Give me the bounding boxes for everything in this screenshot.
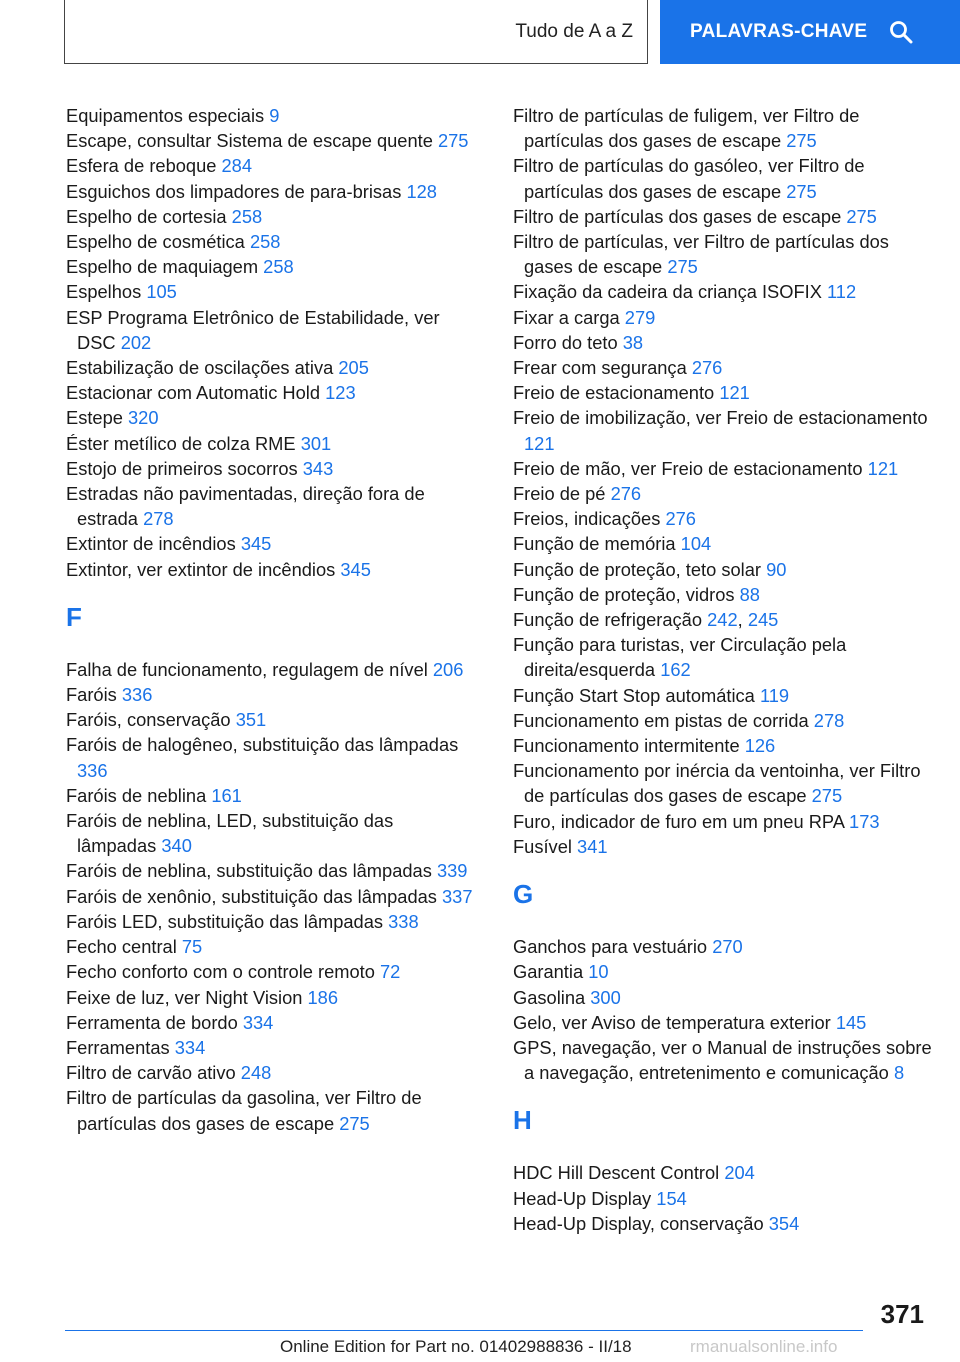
index-entry bbox=[513, 153, 933, 203]
page-link[interactable]: 343 bbox=[302, 457, 334, 479]
page-link[interactable]: 38 bbox=[622, 331, 644, 353]
index-entry bbox=[66, 657, 476, 682]
index-entry bbox=[513, 632, 933, 682]
index-entry bbox=[66, 732, 476, 782]
tab-keywords[interactable] bbox=[660, 0, 960, 64]
index-entry: Função de refrigeração 242, 245 bbox=[513, 609, 779, 631]
index-entry bbox=[513, 229, 933, 279]
section-letter: G bbox=[513, 879, 534, 910]
page-link[interactable]: 284 bbox=[221, 155, 253, 177]
index-entry-text: HDC Hill Descent Control bbox=[513, 1162, 720, 1184]
page-link[interactable]: 105 bbox=[146, 281, 177, 303]
page-link[interactable]: 205 bbox=[338, 357, 369, 379]
index-entry-text: Feixe de luz, ver Night Vision bbox=[66, 986, 303, 1008]
page-link[interactable]: 162 bbox=[660, 659, 691, 681]
index-entry-text: Espelho de cortesia bbox=[66, 205, 227, 227]
index-entry bbox=[513, 305, 933, 330]
index-entry-text: Gasolina bbox=[513, 986, 586, 1008]
page-link[interactable]: 186 bbox=[307, 986, 339, 1008]
page-link[interactable]: 204 bbox=[724, 1162, 755, 1184]
index-entry-text: Extintor, ver extintor de incêndios bbox=[66, 558, 336, 580]
page-link[interactable]: 336 bbox=[77, 759, 108, 781]
page-link[interactable]: 248 bbox=[240, 1062, 272, 1084]
index-entry-text: Funcionamento por inércia da ventoinha, ver Filtro de partículas dos gases de escape bbox=[513, 760, 921, 807]
index-entry bbox=[66, 707, 476, 732]
index-entry-text: Freio de estacionamento bbox=[513, 382, 715, 404]
index-entry-text: Faróis de neblina bbox=[66, 784, 207, 806]
index-entry bbox=[513, 405, 933, 455]
page-link[interactable]: 145 bbox=[835, 1011, 867, 1033]
page-link[interactable]: 10 bbox=[588, 961, 609, 983]
index-entry bbox=[513, 330, 933, 355]
page-link[interactable]: 126 bbox=[744, 735, 776, 757]
page-link[interactable]: 278 bbox=[813, 709, 845, 731]
index-entry bbox=[66, 1060, 476, 1085]
index-entry bbox=[513, 733, 933, 758]
page-link[interactable]: 119 bbox=[759, 684, 790, 706]
page-link[interactable]: 104 bbox=[680, 533, 712, 555]
index-entry-text: GPS, navegação, ver o Manual de instruções sobre a navegação, entretenimento e comunicação bbox=[513, 1036, 932, 1084]
page-link[interactable]: 278 bbox=[143, 508, 174, 530]
page-link[interactable]: 340 bbox=[161, 835, 192, 857]
index-entry bbox=[66, 355, 476, 380]
index-entry bbox=[66, 884, 476, 909]
page-link[interactable]: 339 bbox=[436, 860, 468, 882]
page-link[interactable]: 275 bbox=[667, 256, 698, 278]
index-entry bbox=[513, 481, 933, 506]
page-link[interactable]: 242 bbox=[707, 609, 738, 631]
index-entry bbox=[66, 229, 476, 254]
page-link[interactable]: 88 bbox=[739, 583, 760, 605]
index-entry-text: Fixação da cadeira da criança ISOFIX bbox=[513, 281, 822, 303]
index-entry-text: Estojo de primeiros socorros bbox=[66, 457, 298, 479]
index-entry bbox=[513, 1186, 933, 1211]
index-entry bbox=[513, 834, 933, 859]
index-entry-text: Fecho conforto com o controle remoto bbox=[66, 961, 375, 983]
index-entry-text: Filtro de partículas, ver Filtro de partículas dos gases de escape bbox=[513, 231, 889, 278]
page-link[interactable]: 90 bbox=[766, 558, 787, 580]
index-entry bbox=[66, 153, 476, 178]
page-link[interactable]: 276 bbox=[691, 357, 723, 379]
index-entry-text: Faróis de neblina, substituição das lâmpadas bbox=[66, 860, 432, 882]
index-entry-text: Fecho central bbox=[66, 936, 177, 958]
index-entry-text: Função de proteção, vidros bbox=[513, 583, 735, 605]
index-entry-text: Freio de pé bbox=[513, 483, 606, 505]
index-entry-text: Espelho de maquiagem bbox=[66, 256, 259, 278]
tab-keywords-label: PALAVRAS-CHAVE bbox=[690, 21, 868, 42]
footer-edition-text: Online Edition for Part no. 01402988836 - II/18 bbox=[280, 1337, 632, 1356]
index-entry-text: Estacionar com Automatic Hold bbox=[66, 382, 321, 404]
index-entry-text: Fusível bbox=[513, 835, 572, 857]
section-letter: H bbox=[513, 1105, 532, 1136]
index-entry-text: Faróis, conservação bbox=[66, 709, 231, 731]
index-entry-text: Head-Up Display bbox=[513, 1187, 652, 1209]
index-entry bbox=[66, 431, 476, 456]
index-entry-text: Estradas não pavimentadas, direção fora de estrada bbox=[66, 483, 425, 530]
index-entry-text: Estabilização de oscilações ativa bbox=[66, 357, 334, 379]
page-link[interactable]: 334 bbox=[242, 1011, 274, 1033]
index-entry bbox=[513, 103, 933, 153]
index-entry-text: Filtro de partículas de fuligem, ver Filtro de partículas dos gases de escape bbox=[513, 105, 860, 152]
index-entry bbox=[66, 682, 476, 707]
page-link[interactable]: 258 bbox=[249, 231, 281, 253]
index-entry bbox=[513, 959, 933, 984]
index-entry-text: Faróis de neblina, LED, substituição das lâmpadas bbox=[66, 810, 394, 857]
index-entry-text: Frear com segurança bbox=[513, 357, 687, 379]
index-entry-text: Furo, indicador de furo em um pneu RPA bbox=[513, 810, 844, 832]
index-entry-text: Esfera de reboque bbox=[66, 155, 217, 177]
index-entry bbox=[513, 758, 933, 808]
page-link[interactable]: 279 bbox=[624, 306, 656, 328]
index-entry-text: Esguichos dos limpadores de para-brisas bbox=[66, 180, 402, 202]
page-link[interactable]: 301 bbox=[300, 432, 332, 454]
index-column-left bbox=[66, 103, 476, 1136]
index-entry bbox=[66, 1035, 476, 1060]
index-entry bbox=[66, 279, 476, 304]
index-entry-text: Função de proteção, teto solar bbox=[513, 558, 761, 580]
index-entry-text: Escape, consultar Sistema de escape quente bbox=[66, 130, 433, 152]
index-entry bbox=[66, 985, 476, 1010]
index-entry bbox=[513, 1160, 933, 1185]
index-entry-text: Função Start Stop automática bbox=[513, 684, 755, 706]
index-entry-text: Freios, indicações bbox=[513, 508, 661, 530]
index-entry-text: Filtro de carvão ativo bbox=[66, 1062, 236, 1084]
index-entry bbox=[66, 179, 476, 204]
page-link[interactable]: 121 bbox=[867, 457, 899, 479]
section-letter: F bbox=[66, 601, 82, 632]
index-entry bbox=[66, 1085, 476, 1135]
page-link[interactable]: 275 bbox=[786, 180, 817, 202]
index-entry bbox=[513, 1035, 933, 1085]
index-entry-text: Ganchos para vestuário bbox=[513, 936, 708, 958]
index-entry-text: Espelhos bbox=[66, 281, 142, 303]
page-link[interactable]: 245 bbox=[747, 609, 779, 631]
index-entry-text: Função de memória bbox=[513, 533, 676, 555]
index-entry-text: Falha de funcionamento, regulagem de nível bbox=[66, 658, 428, 680]
page-link[interactable]: 128 bbox=[406, 180, 437, 202]
index-entry-text: Ferramentas bbox=[66, 1036, 170, 1058]
index-entry bbox=[513, 557, 933, 582]
index-entry-text: Filtro de partículas dos gases de escape bbox=[513, 205, 842, 227]
index-entry bbox=[513, 456, 933, 481]
page-link[interactable]: 75 bbox=[181, 936, 203, 958]
index-entry bbox=[513, 204, 933, 229]
index-entry-text: Ferramenta de bordo bbox=[66, 1011, 238, 1033]
index-entry-text: Freio de imobilização, ver Freio de estacionamento bbox=[513, 407, 928, 429]
index-entry-text: Funcionamento em pistas de corrida bbox=[513, 709, 809, 731]
index-entry bbox=[66, 909, 476, 934]
index-entry-text: Éster metílico de colza RME bbox=[66, 432, 296, 454]
page-link[interactable]: 345 bbox=[340, 558, 371, 580]
index-entry-text: Função para turistas, ver Circulação pela direita/esquerda bbox=[513, 634, 847, 681]
page-link[interactable]: 334 bbox=[174, 1036, 206, 1058]
index-entry-text: Filtro de partículas do gasóleo, ver Filtro de partículas dos gases de escape bbox=[513, 155, 865, 202]
page-link[interactable]: 341 bbox=[577, 835, 608, 857]
watermark: rmanualsonline.info bbox=[690, 1337, 838, 1356]
page-link[interactable]: 121 bbox=[719, 382, 750, 404]
top-navigation bbox=[0, 0, 960, 66]
index-entry-text: Extintor de incêndios bbox=[66, 533, 236, 555]
tab-a-to-z-label: Tudo de A a Z bbox=[515, 20, 633, 42]
page-link[interactable]: 154 bbox=[656, 1187, 687, 1209]
index-entry-text: Estepe bbox=[66, 407, 123, 429]
page-link[interactable]: 206 bbox=[432, 658, 464, 680]
index-entry bbox=[66, 557, 476, 582]
index-entry-text: Função de refrigeração bbox=[513, 609, 703, 631]
index-entry-text: Fixar a carga bbox=[513, 306, 620, 328]
page-link[interactable]: 336 bbox=[121, 684, 153, 706]
search-icon bbox=[889, 20, 913, 44]
index-entry bbox=[513, 582, 933, 607]
index-entry bbox=[66, 128, 476, 153]
page-link[interactable]: 300 bbox=[590, 986, 621, 1008]
index-entry-text: Gelo, ver Aviso de temperatura exterior bbox=[513, 1011, 831, 1033]
index-entry-text: Faróis de xenônio, substituição das lâmpadas bbox=[66, 885, 437, 907]
page-link[interactable]: 173 bbox=[849, 810, 880, 832]
page-link[interactable]: 121 bbox=[524, 432, 555, 454]
page-link[interactable]: 112 bbox=[827, 281, 857, 303]
index-entry bbox=[66, 204, 476, 229]
page-link[interactable]: 354 bbox=[768, 1212, 800, 1234]
page-link[interactable]: 72 bbox=[380, 961, 401, 983]
index-entry-text: Faróis bbox=[66, 684, 117, 706]
index-entry bbox=[66, 808, 476, 858]
index-entry bbox=[513, 380, 933, 405]
index-entry bbox=[513, 1010, 933, 1035]
footer-divider bbox=[65, 1330, 863, 1331]
page-link[interactable]: 338 bbox=[388, 910, 419, 932]
page-link[interactable]: 345 bbox=[240, 533, 272, 555]
index-entry-text: Funcionamento intermitente bbox=[513, 735, 740, 757]
index-entry-text: ESP Programa Eletrônico de Estabilidade, ver DSC bbox=[66, 306, 440, 353]
page-link[interactable]: 275 bbox=[437, 130, 469, 152]
index-entry bbox=[66, 405, 476, 430]
index-entry-text: Forro do teto bbox=[513, 331, 618, 353]
page-link[interactable]: 275 bbox=[339, 1112, 370, 1134]
index-entry bbox=[66, 934, 476, 959]
index-entry-text: Garantia bbox=[513, 961, 584, 983]
index-entry bbox=[513, 279, 933, 304]
page-link[interactable]: 275 bbox=[811, 785, 843, 807]
index-entry-text: Equipamentos especiais bbox=[66, 105, 265, 126]
page-link[interactable]: 8 bbox=[893, 1062, 905, 1084]
index-entry-text: Filtro de partículas da gasolina, ver Filtro de partículas dos gases de escape bbox=[66, 1087, 422, 1134]
tab-a-to-z[interactable] bbox=[64, 0, 648, 64]
index-entry bbox=[66, 783, 476, 808]
page-link[interactable]: 337 bbox=[442, 885, 473, 907]
page-link[interactable]: 9 bbox=[269, 105, 280, 126]
page-link[interactable]: 161 bbox=[211, 784, 242, 806]
index-entry-text: Espelho de cosmética bbox=[66, 231, 245, 253]
index-entry bbox=[66, 858, 476, 883]
page-link[interactable]: 276 bbox=[610, 483, 642, 505]
index-entry-text: Freio de mão, ver Freio de estacionamento bbox=[513, 457, 863, 479]
index-entry bbox=[513, 355, 933, 380]
page-link[interactable]: 275 bbox=[846, 205, 877, 227]
index-entry bbox=[513, 985, 933, 1010]
index-entry-text: Head-Up Display, conservação bbox=[513, 1212, 764, 1234]
index-entry-text: Faróis LED, substituição das lâmpadas bbox=[66, 910, 384, 932]
index-entry bbox=[513, 708, 933, 733]
index-entry bbox=[513, 531, 933, 556]
index-entry bbox=[513, 1211, 933, 1236]
index-entry bbox=[66, 456, 476, 481]
index-column-right bbox=[513, 103, 933, 1236]
index-entry bbox=[66, 959, 476, 984]
index-entry bbox=[513, 683, 933, 708]
index-entry bbox=[513, 934, 933, 959]
index-entry bbox=[66, 305, 476, 355]
index-entry-text: Faróis de halogêneo, substituição das lâmpadas bbox=[66, 734, 459, 756]
page-link[interactable]: 258 bbox=[263, 256, 294, 278]
index-entry bbox=[66, 103, 476, 128]
page-link[interactable]: 351 bbox=[235, 709, 267, 731]
index-entry bbox=[66, 380, 476, 405]
page-number: 371 bbox=[880, 1299, 924, 1329]
page-link[interactable]: 275 bbox=[786, 130, 817, 152]
page-link[interactable]: 123 bbox=[325, 382, 356, 404]
index-entry bbox=[513, 506, 933, 531]
index-entry bbox=[66, 481, 476, 531]
page-link[interactable]: 258 bbox=[231, 205, 263, 227]
index-entry bbox=[66, 254, 476, 279]
page-link[interactable]: 276 bbox=[665, 508, 696, 530]
page-link[interactable]: 202 bbox=[120, 331, 152, 353]
index-entry bbox=[66, 1010, 476, 1035]
index-entry bbox=[513, 809, 933, 834]
page-link[interactable]: 270 bbox=[712, 936, 743, 958]
index-entry bbox=[66, 531, 476, 556]
page-link[interactable]: 320 bbox=[128, 407, 159, 429]
